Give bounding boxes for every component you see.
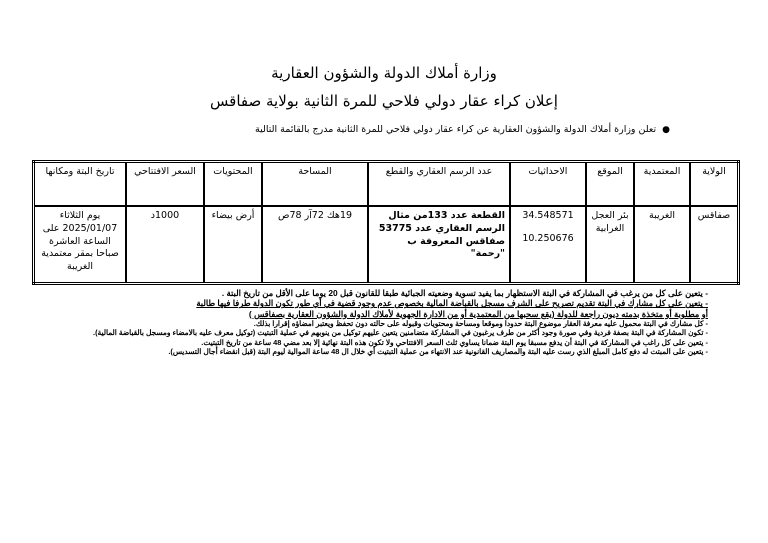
table-row — [34, 206, 739, 284]
cell-wilaya: صفاقس — [690, 206, 739, 284]
note-item: - تكون المشاركة في البتة بصفة فردية وفي صورة وجود أكثر من طرف يرغبون في المشاركة متضامنين يتعين عليهم توكيل من ينوبهم في عملية التبتيت (توكيل معرف عليه بالامضاء ومسجل بالقباضة المالية). — [93, 328, 708, 338]
ministry-title: وزارة أملاك الدولة والشؤون العقارية — [271, 64, 497, 82]
header-wilaya: الولاية — [690, 162, 739, 207]
cell-area: 19هك 72آر 78ص — [262, 206, 368, 284]
bullet-icon: ● — [662, 125, 670, 135]
intro-text — [255, 124, 670, 135]
header-site: الموقع — [586, 162, 634, 207]
note-item: - يتعين على كل راغب في المشاركة في البتة أن يدفع مسبقا يوم البتة ضمانا يساوي ثلث السعر الافتتاحي ولا تكون هذه البتة نهائية إلا بعد مضي 48 ساعة من تاريخ التبتيت. — [201, 337, 708, 347]
note-item: - كل مشارك في البتة محمول عليه معرفة العقار موضوع البتة حدودا وموقعا ومساحة ومحتويات وقبوله على حالته دون تحفظ ويعتبر امضاؤه إقرارا بذلك. — [253, 319, 708, 329]
note-item: - يتعين على كل من يرغب في المشاركة في البتة الاستظهار بما يفيد تسوية وضعيته الجبائية طبقا للقانون قبل 20 يوما على الأقل من تاريخ البتة . — [221, 288, 708, 298]
note-item: - يتعين على كل مشارك في البتة تقديم تصريح على الشرف مسجل بالقباضة المالية بخصوص عدم وجود قضية في أي طور تكون الدولة طرفا فيها طالبة — [196, 298, 708, 309]
note-item: - يتعين على المبتت له دفع كامل المبلغ الذي رست عليه البتة والمصاريف القانونية عند الانتهاء من عملية التبتيت أي خلال ال 48 ساعة الموالية ليوم البتة (قبل انقضاء أجال التسديس). — [168, 346, 708, 356]
cell-price: 1000د — [126, 206, 204, 284]
cell-delegation: الغريبة — [634, 206, 690, 284]
announcement-title: إعلان كراء عقار دولي فلاحي للمرة الثانية بولاية صفاقس — [210, 92, 558, 110]
header-area: المساحة — [262, 162, 368, 207]
header-title: عدد الرسم العقاري والقطع — [368, 162, 510, 207]
header-date: تاريخ البتة ومكانها — [34, 162, 127, 207]
header-coords: الاحداثيات — [510, 162, 586, 207]
coord-lat: 34.548571 — [522, 210, 574, 221]
coord-lon: 10.250676 — [522, 232, 574, 244]
header-contents: المحتويات — [204, 162, 262, 207]
header-delegation: المعتمدية — [634, 162, 690, 207]
cell-coords — [510, 206, 586, 284]
conditions-list — [68, 288, 708, 356]
cell-site: بئر العجل الغرابية — [586, 206, 634, 284]
cell-date: يوم الثلاثاء 2025/01/07 على الساعة العاشرة صباحا بمقر معتمدية الغريبة — [34, 206, 127, 284]
intro-sentence: تعلن وزارة أملاك الدولة والشؤون العقارية عن كراء عقار دولي فلاحي للمرة الثانية مدرج بالقائمة التالية — [255, 124, 657, 135]
property-table — [32, 160, 740, 285]
cell-title: القطعة عدد 133من مثال الرسم العقاري عدد 53775 صفاقس المعروفة ب "رحمة" — [368, 206, 510, 284]
header-price: السعر الافتتاحي — [126, 162, 204, 207]
note-item: أو مطلوبة أو متخذة بدمته ديون راجعة للدولة (يقع سحبها من المعتمدية أو من الادارة الجهوية لأملاك الدولة والشؤون العقارية بصفاقس ) — [248, 308, 708, 319]
cell-contents: أرض بيضاء — [204, 206, 262, 284]
table-header-row — [34, 162, 739, 207]
